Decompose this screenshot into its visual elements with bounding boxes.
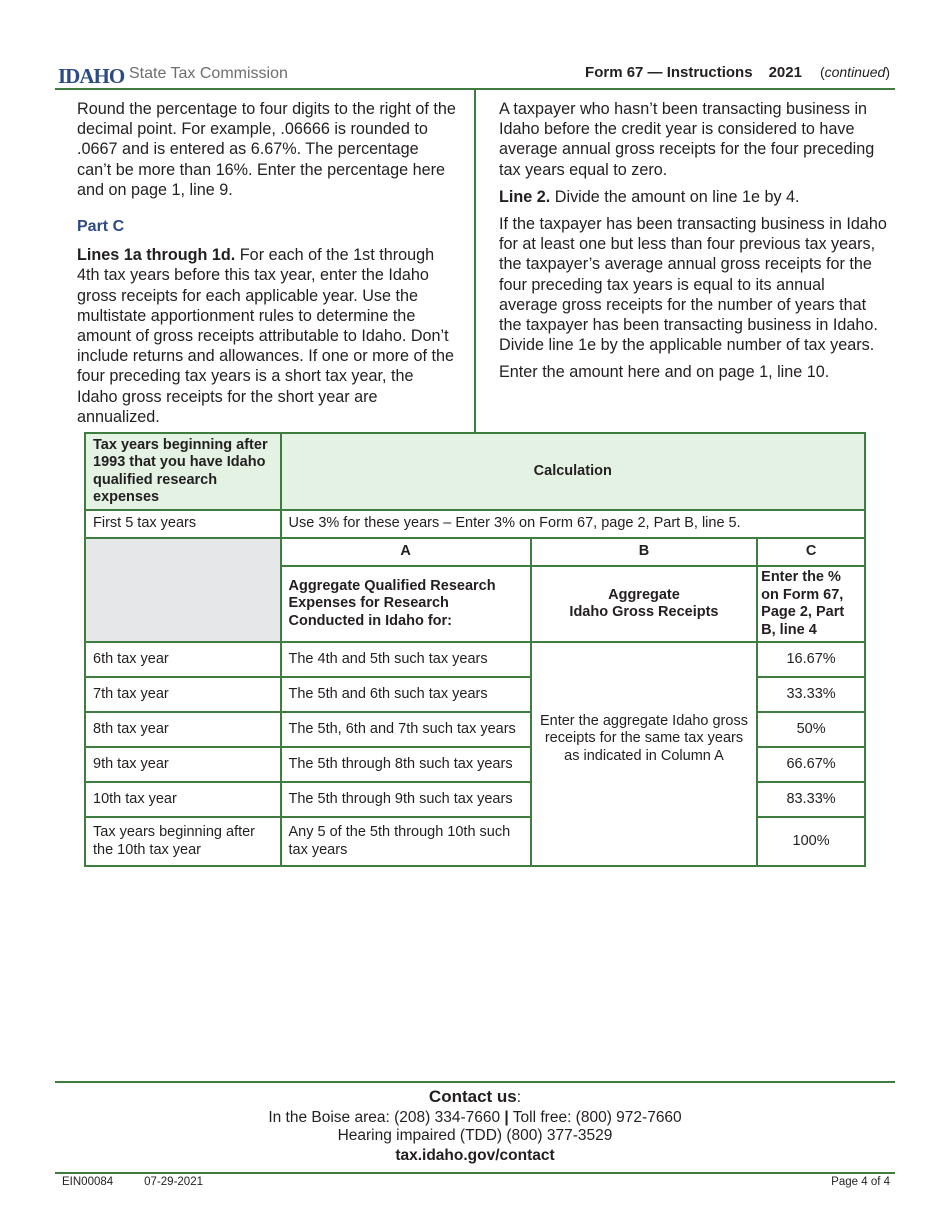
header-form-info [585, 64, 890, 81]
row-percent: 33.33% [757, 677, 865, 712]
contact-block [55, 1087, 895, 1165]
row-year: 8th tax year [85, 712, 281, 747]
col-b-merged-note: Enter the aggregate Idaho gross receipts for the same tax years as indicated in Column A [531, 642, 757, 866]
enter-amount-paragraph: Enter the amount here and on page 1, line 10. [499, 363, 830, 382]
first5-label: First 5 tax years [85, 510, 281, 538]
left-column [77, 99, 457, 434]
separator-bar: | [504, 1109, 509, 1126]
right-column [499, 99, 887, 390]
line-2-paragraph: Line 2. Divide the amount on line 1e by 4. [499, 187, 800, 206]
row-percent: 100% [757, 817, 865, 866]
lines-1a-1d-paragraph: Lines 1a through 1d. For each of the 1st through 4th tax years before this tax year, enter the Idaho gross receipts for each applicable year. Use the multistate apportionment rules to determine the amount of gross receipts attributable to Idaho. Don’t include returns and allowances. If one or more of the four preceding tax years is a short tax year, the Idaho gross receipts for the short year are annualized. [77, 246, 455, 426]
row-percent: 50% [757, 712, 865, 747]
row-year: Tax years beginning after the 10th tax year [85, 817, 281, 866]
idaho-logo: IDAHO [58, 64, 125, 88]
page-number: Page 4 of 4 [831, 1176, 890, 1188]
row-col-a: The 5th through 9th such tax years [281, 782, 531, 817]
col-b-description: Aggregate Idaho Gross Receipts [531, 566, 757, 642]
col-a-letter: A [281, 538, 531, 566]
zero-receipts-paragraph: A taxpayer who hasn’t been transacting business in Idaho before the credit year is considered to have average annual gross receipts for the four preceding tax years equal to zero. [499, 100, 875, 179]
tdd-phone: Hearing impaired (TDD) (800) 377-3529 [337, 1127, 613, 1144]
header-tax-years: Tax years beginning after 1993 that you have Idaho qualified research expenses [85, 433, 281, 510]
row-year: 7th tax year [85, 677, 281, 712]
table-row [85, 642, 865, 677]
part-c-heading: Part C [77, 218, 125, 236]
row-percent: 16.67% [757, 642, 865, 677]
col-c-letter: C [757, 538, 865, 566]
revision-date: 07-29-2021 [144, 1176, 203, 1188]
rounding-paragraph: Round the percentage to four digits to the right of the decimal point. For example, .06666 is rounded to .0667 and is entered as 6.67%. The percentage can’t be more than 16%. Enter the percentage here and on page 1, line 9. [77, 100, 456, 199]
header-calculation: Calculation [281, 433, 866, 510]
contact-website-link[interactable]: tax.idaho.gov/contact [395, 1147, 555, 1164]
calculation-table [84, 432, 866, 867]
boise-phone: In the Boise area: (208) 334-7660 [268, 1109, 501, 1126]
table-row [85, 510, 865, 538]
col-c-description: Enter the % on Form 67, Page 2, Part B, line 4 [757, 566, 865, 642]
form-year: 2021 [768, 64, 802, 81]
blank-gray-cell [85, 538, 281, 642]
row-col-a: The 4th and 5th such tax years [281, 642, 531, 677]
row-year: 9th tax year [85, 747, 281, 782]
page-header [58, 62, 890, 88]
row-year: 10th tax year [85, 782, 281, 817]
tollfree-phone: Toll free: (800) 972-7660 [512, 1109, 682, 1126]
continued-note: (continued) [819, 64, 890, 80]
row-percent: 66.67% [757, 747, 865, 782]
footer-bottom-rule [55, 1172, 895, 1174]
row-year: 6th tax year [85, 642, 281, 677]
contact-title: Contact us: [428, 1087, 522, 1106]
row-percent: 83.33% [757, 782, 865, 817]
first5-text: Use 3% for these years – Enter 3% on Form 67, page 2, Part B, line 5. [281, 510, 866, 538]
form-code-date [62, 1176, 203, 1188]
row-col-a: The 5th through 8th such tax years [281, 747, 531, 782]
column-divider [474, 89, 476, 433]
col-a-description: Aggregate Qualified Research Expenses for Research Conducted in Idaho for: [281, 566, 531, 642]
form-code: EIN00084 [62, 1176, 114, 1188]
form-title: Form 67 — Instructions [585, 64, 753, 81]
contact-phone-line [55, 1109, 895, 1127]
footer-top-rule [55, 1081, 895, 1083]
row-col-a: The 5th, 6th and 7th such tax years [281, 712, 531, 747]
col-b-letter: B [531, 538, 757, 566]
partial-years-paragraph: If the taxpayer has been transacting business in Idaho for at least one but less than four previous tax years, the taxpayer’s average annual gross receipts for the four preceding tax years is equal to its annual average gross receipts for the number of years that the taxpayer has been transacting business in Idaho. Divide line 1e by the applicable number of tax years. [499, 215, 887, 355]
agency-name: State Tax Commission [129, 65, 288, 82]
row-col-a: Any 5 of the 5th through 10th such tax years [281, 817, 531, 866]
row-col-a: The 5th and 6th such tax years [281, 677, 531, 712]
